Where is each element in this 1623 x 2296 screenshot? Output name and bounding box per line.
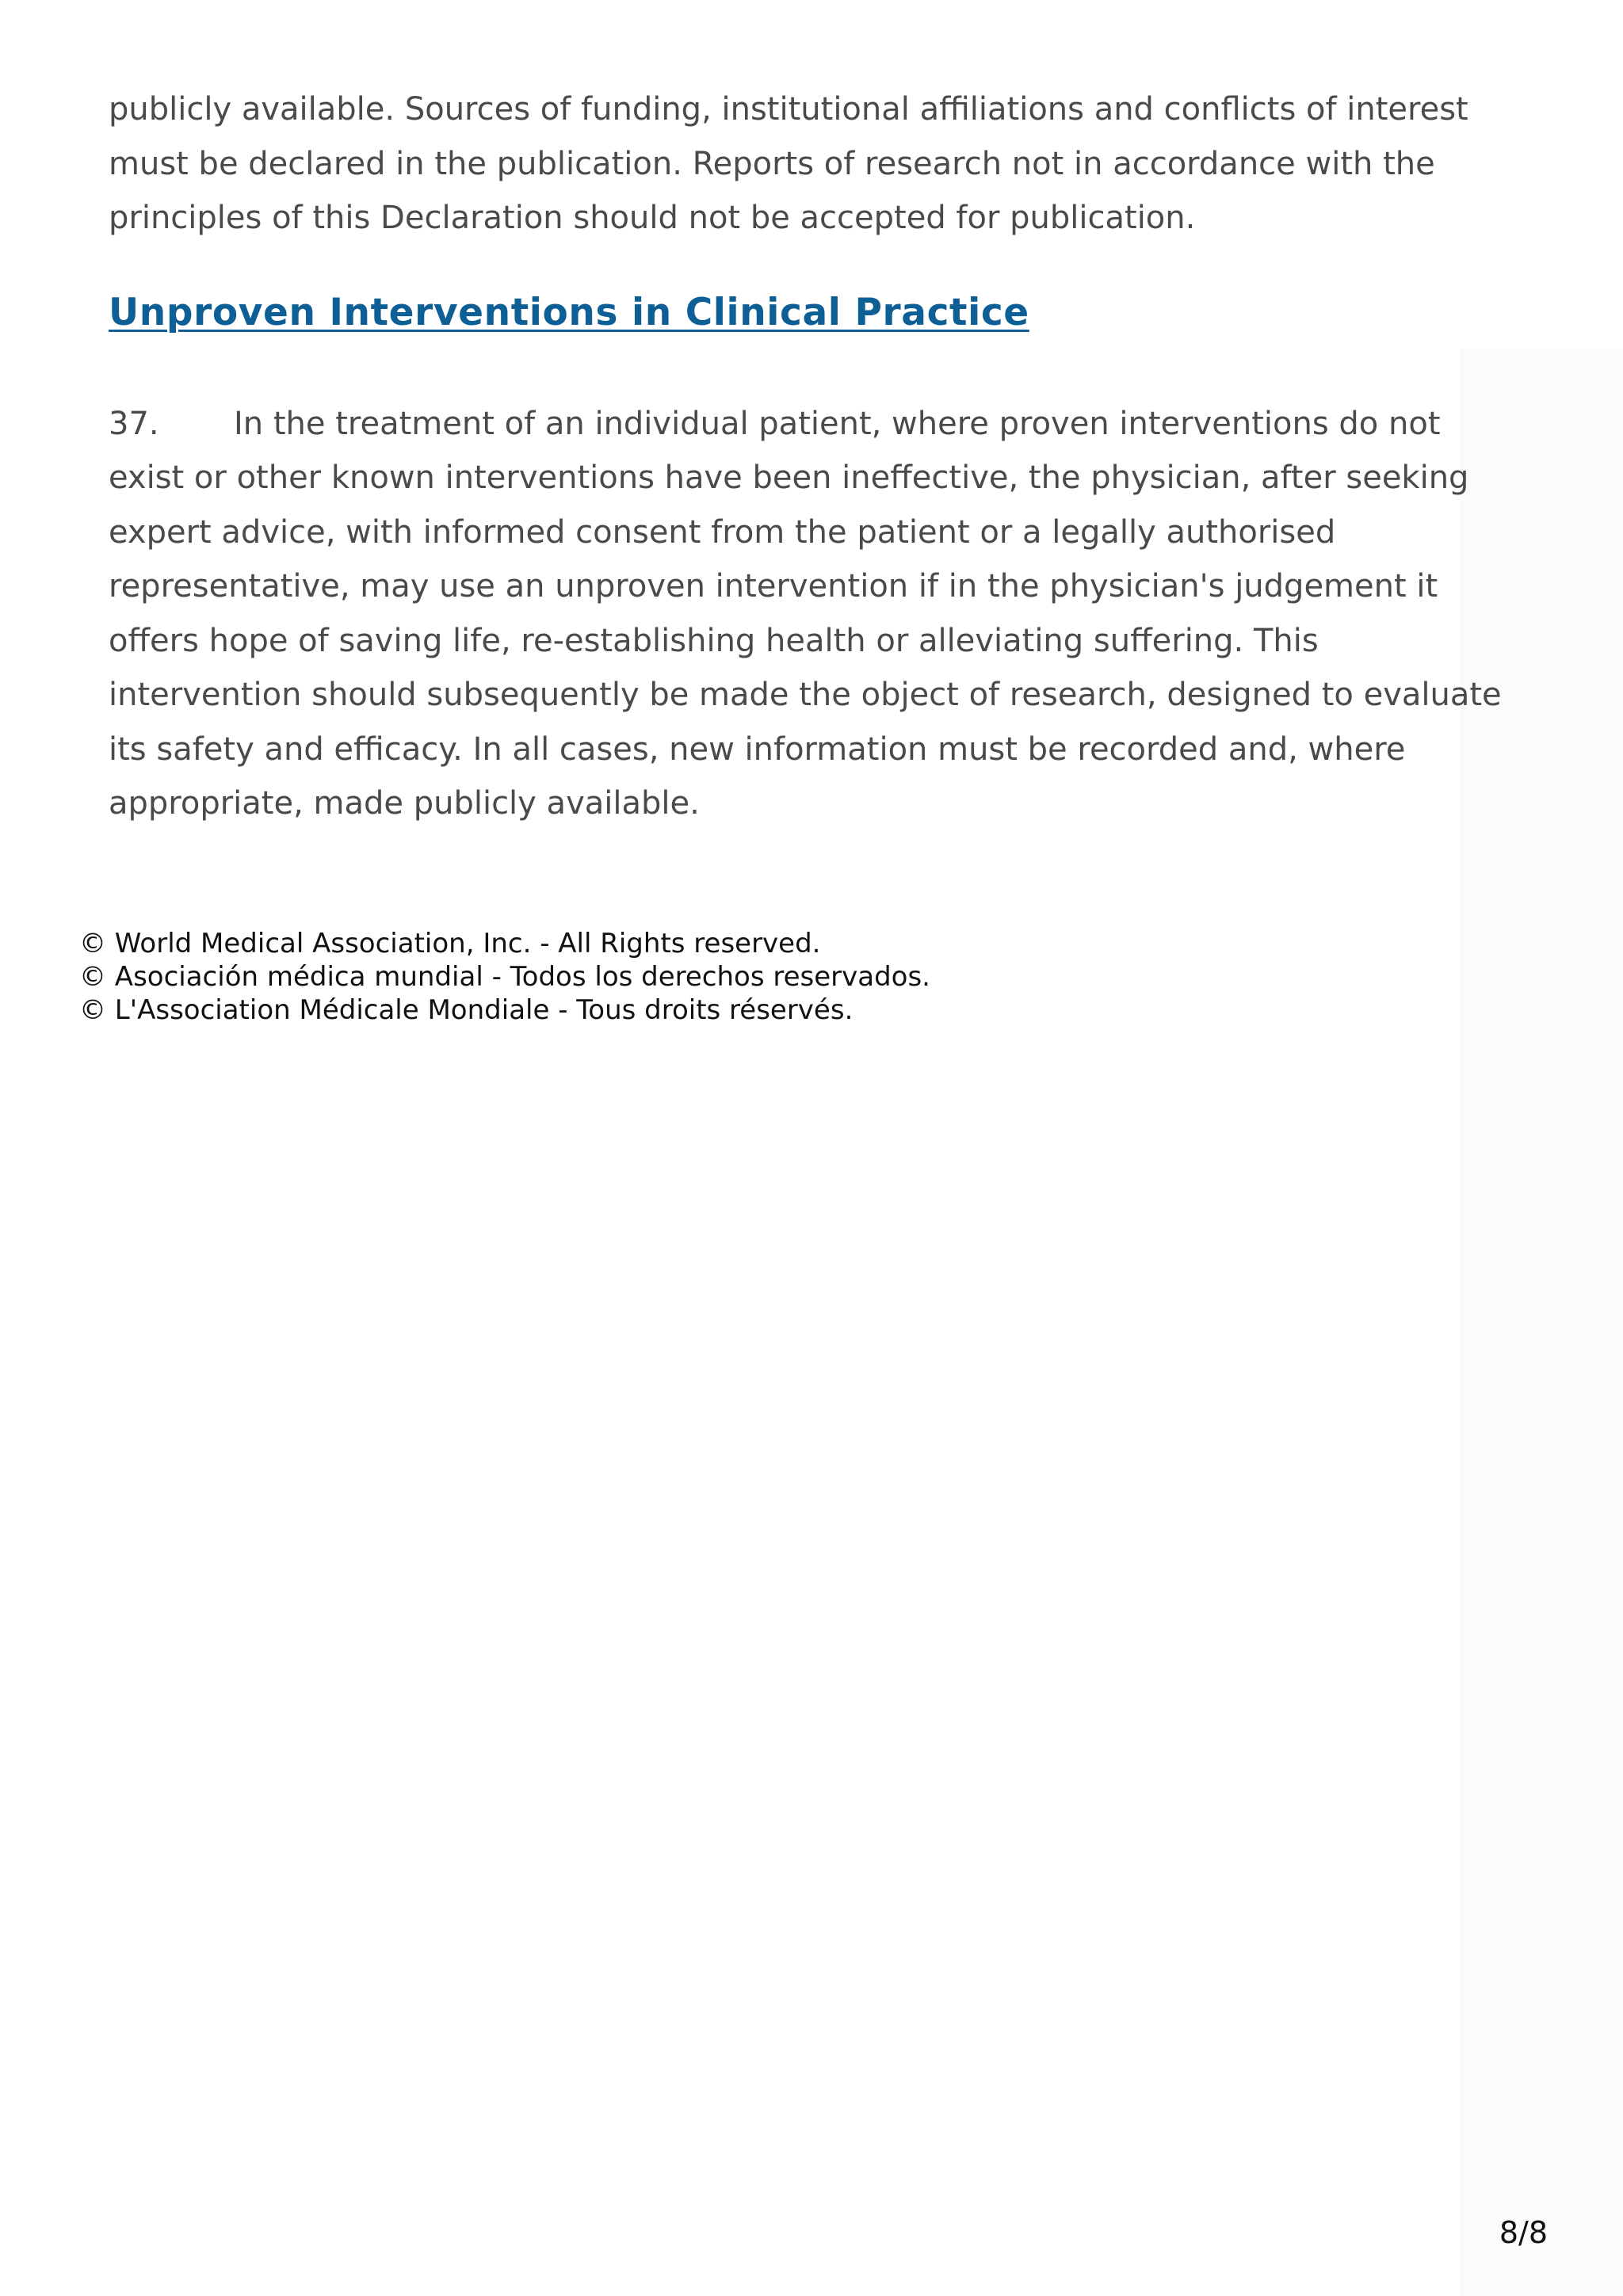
paragraph-37 — [109, 397, 1503, 831]
intro-paragraph: publicly available. Sources of funding, institutional affiliations and conflicts of interest must be declared in the publication. Reports of research not in accordance with the principles of this Declaration should not be accepted for publication. — [109, 91, 1468, 236]
document-content — [109, 82, 1503, 831]
copyright-french: © L'Association Médicale Mondiale - Tous droits réservés. — [79, 994, 854, 1026]
section-heading-link[interactable]: Unproven Interventions in Clinical Practice — [109, 290, 1029, 334]
copyright-spanish: © Asociación médica mundial - Todos los derechos reservados. — [79, 961, 930, 993]
copyright-english: © World Medical Association, Inc. - All Rights reserved. — [79, 928, 821, 959]
page-number: 8/8 — [1499, 2215, 1548, 2250]
paragraph-37-text: In the treatment of an individual patient, where proven interventions do not exist or other known interventions have been ineffective, the physician, after seeking expert advice, with informed consent from the patient or a legally authorised representative, may use an unproven intervention if in the physician's judgement it offers hope of saving life, re-establishing health or alleviating suffering. This intervention should subsequently be made the object of research, designed to evaluate its safety and efficacy. In all cases, new information must be recorded and, where appropriate, made publicly available. — [109, 405, 1502, 822]
copyright-block — [79, 927, 930, 1027]
paragraph-number: 37. — [109, 405, 159, 442]
